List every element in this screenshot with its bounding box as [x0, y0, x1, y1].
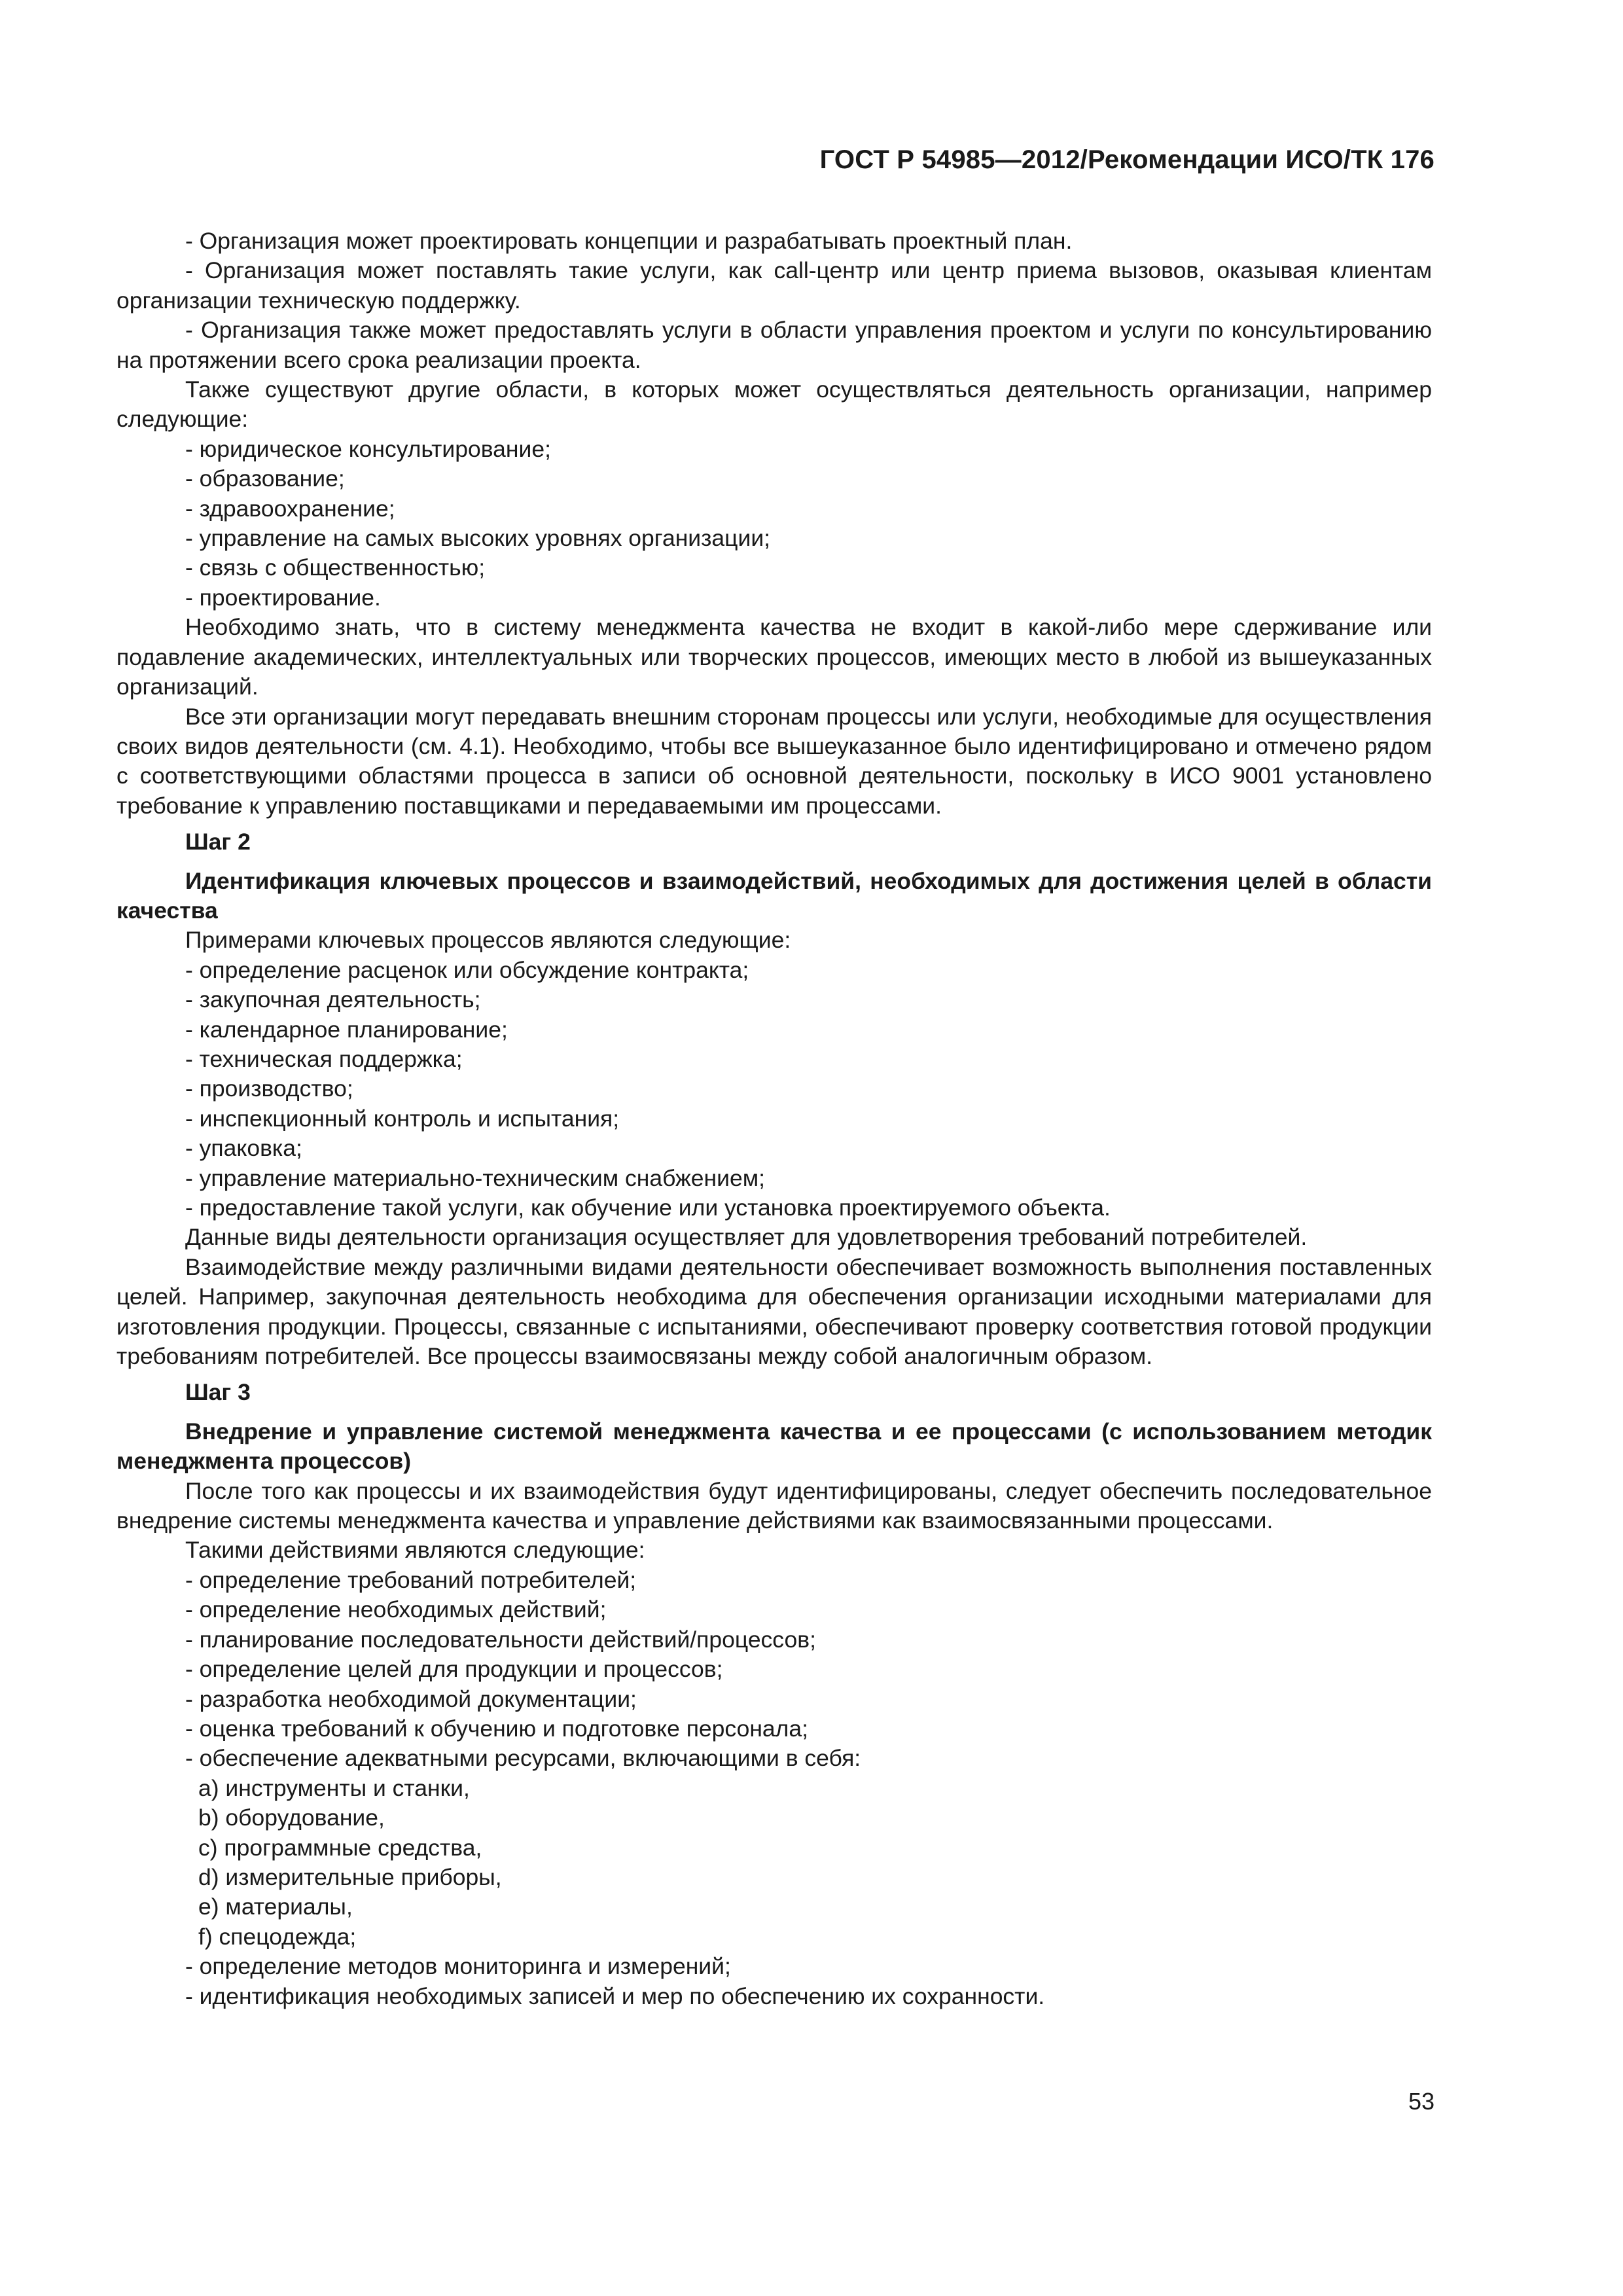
- list-item: - связь с общественностью;: [185, 554, 486, 581]
- list-item: - планирование последовательности действий/процессов;: [185, 1626, 816, 1653]
- list-item: - определение методов мониторинга и измерений;: [185, 1953, 731, 1980]
- document-body: [116, 226, 1432, 2011]
- paragraph: Взаимодействие между различными видами деятельности обеспечивает возможность выполнения поставленных целей. Например, закупочная деятельность необходима для обеспечения организации исходными материалами для изготовления продукции. Процессы, связанные с испытаниями, обеспечивают проверку соответствия готовой продукции требованиям потребителей. Все процессы взаимосвязаны между собой аналогичным образом.: [116, 1253, 1432, 1370]
- paragraph: Примерами ключевых процессов являются следующие:: [185, 927, 791, 954]
- list-item: - проектирование.: [185, 584, 381, 611]
- sub-list-item: е) материалы,: [198, 1893, 353, 1920]
- list-item: - идентификация необходимых записей и мер по обеспечению их сохранности.: [185, 1982, 1045, 2009]
- list-item: - обеспечение адекватными ресурсами, включающими в себя:: [185, 1745, 861, 1772]
- list-item: - закупочная деятельность;: [185, 986, 481, 1013]
- list-item: - упаковка;: [185, 1135, 302, 1162]
- list-item: - разработка необходимой документации;: [185, 1685, 637, 1712]
- list-item: - определение необходимых действий;: [185, 1596, 607, 1623]
- document-header: ГОСТ Р 54985—2012/Рекомендации ИСО/ТК 176: [819, 145, 1435, 174]
- paragraph: Необходимо знать, что в систему менеджмента качества не входит в какой-либо мере сдерживание или подавление академических, интеллектуальных или творческих процессов, имеющих место в любой из вышеуказанных организаций.: [116, 614, 1432, 700]
- list-item: - здравоохранение;: [185, 495, 395, 522]
- step-2-heading: Идентификация ключевых процессов и взаимодействий, необходимых для достижения целей в области качества: [116, 867, 1432, 924]
- paragraph: Такими действиями являются следующие:: [185, 1537, 645, 1564]
- list-item: - образование;: [185, 465, 345, 492]
- sub-list-item: d) измерительные приборы,: [198, 1863, 502, 1890]
- sub-list-item: f) спецодежда;: [198, 1923, 357, 1950]
- paragraph: Все эти организации могут передавать внешним сторонам процессы или услуги, необходимые для осуществления своих видов деятельности (см. 4.1). Необходимо, чтобы все вышеуказанное было идентифицировано и отмечено рядом с соответствующими областями процесса в записи об основной деятельности, поскольку в ИСО 9001 установлено требование к управлению поставщиками и передаваемыми им процессами.: [116, 703, 1432, 819]
- list-item: - управление на самых высоких уровнях организации;: [185, 525, 771, 552]
- paragraph: - Организация может проектировать концепции и разрабатывать проектный план.: [185, 228, 1073, 254]
- list-item: - определение целей для продукции и процессов;: [185, 1656, 723, 1683]
- sub-list-item: b) оборудование,: [198, 1804, 385, 1831]
- page-number: 53: [1408, 2088, 1435, 2115]
- paragraph: После того как процессы и их взаимодействия будут идентифицированы, следует обеспечить последовательное внедрение системы менеджмента качества и управление действиями как взаимосвязанными процессами.: [116, 1477, 1432, 1534]
- paragraph: - Организация может поставлять такие услуги, как call-центр или центр приема вызовов, оказывая клиентам организации техническую поддержку.: [116, 257, 1432, 314]
- list-item: - календарное планирование;: [185, 1016, 508, 1043]
- paragraph: Также существуют другие области, в которых может осуществляться деятельность организации, например следующие:: [116, 376, 1432, 433]
- list-item: - управление материально-техническим снабжением;: [185, 1164, 765, 1191]
- list-item: - оценка требований к обучению и подготовке персонала;: [185, 1715, 808, 1742]
- step-3-label: Шаг 3: [185, 1379, 251, 1406]
- list-item: - определение требований потребителей;: [185, 1566, 637, 1593]
- list-item: - предоставление такой услуги, как обучение или установка проектируемого объекта.: [185, 1194, 1111, 1221]
- list-item: - юридическое консультирование;: [185, 435, 551, 462]
- sub-list-item: а) инструменты и станки,: [198, 1774, 470, 1801]
- list-item: - инспекционный контроль и испытания;: [185, 1105, 620, 1132]
- paragraph: Данные виды деятельности организация осуществляет для удовлетворения требований потребителей.: [185, 1224, 1308, 1251]
- paragraph: - Организация также может предоставлять услуги в области управления проектом и услуги по консультированию на протяжении всего срока реализации проекта.: [116, 317, 1432, 373]
- list-item: - техническая поддержка;: [185, 1045, 463, 1072]
- list-item: - определение расценок или обсуждение контракта;: [185, 956, 749, 983]
- list-item: - производство;: [185, 1075, 353, 1102]
- step-2-label: Шаг 2: [185, 829, 251, 855]
- sub-list-item: с) программные средства,: [198, 1834, 482, 1861]
- step-3-heading: Внедрение и управление системой менеджмента качества и ее процессами (с использованием методик менеджмента процессов): [116, 1418, 1432, 1475]
